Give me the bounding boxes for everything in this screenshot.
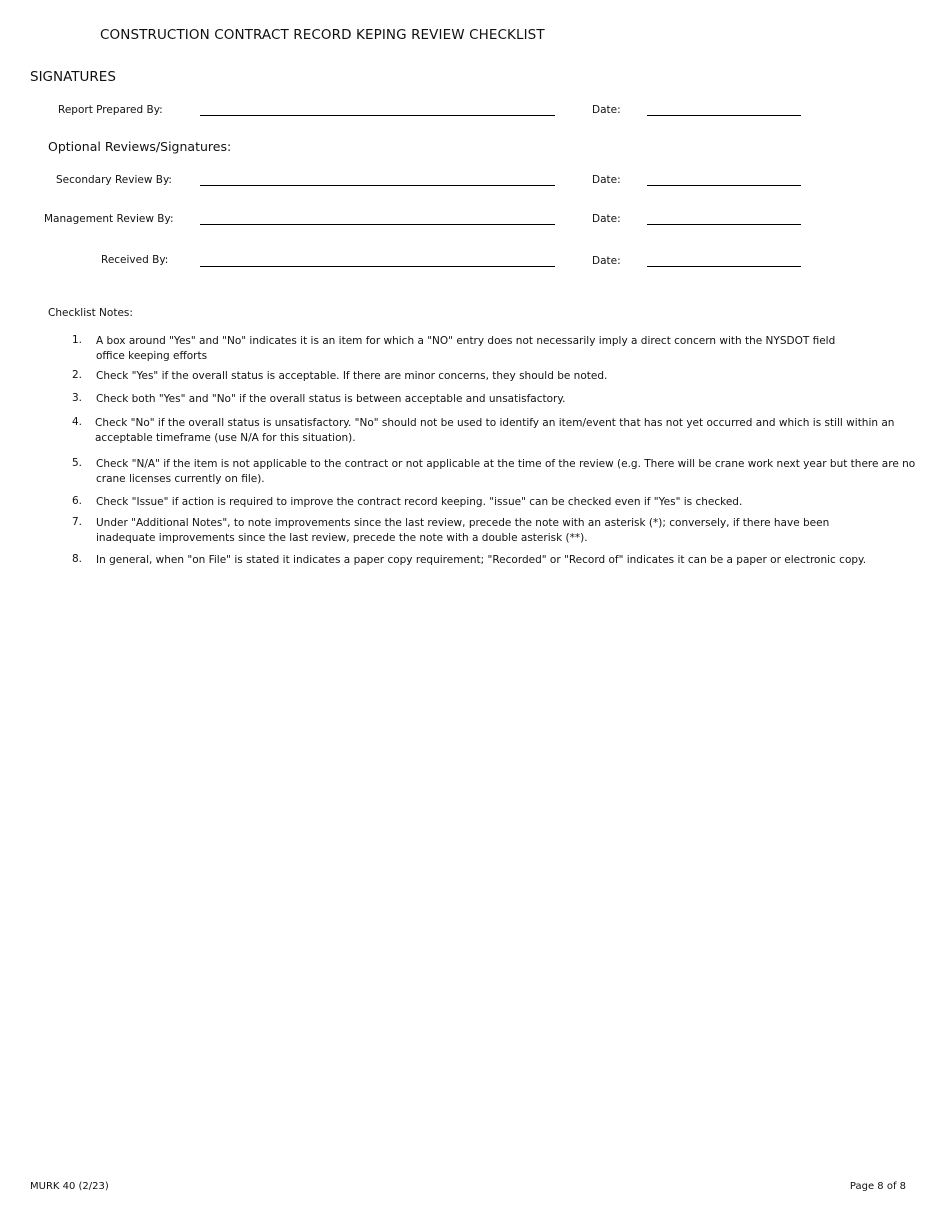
note-number: 6. [72, 495, 83, 507]
signatures-section-title: SIGNATURES [30, 69, 116, 85]
note-text: Under "Additional Notes", to note improvements since the last review, precede the note with an asterisk (*); conversely, if there have been inadequate improvements since the last review, precede the note with a double asterisk (**). [96, 517, 830, 544]
note-number: 4. [72, 416, 83, 428]
note-number: 3. [72, 392, 83, 404]
management-review-label: Management Review By: [44, 213, 174, 225]
optional-reviews-title: Optional Reviews/Signatures: [48, 139, 232, 154]
prepared-by-signature-line[interactable] [200, 115, 555, 116]
note-number: 5. [72, 457, 83, 469]
management-date-line[interactable] [647, 224, 801, 225]
prepared-date-label: Date: [592, 104, 621, 116]
received-by-label: Received By: [101, 254, 169, 266]
note-number: 1. [72, 334, 83, 346]
checklist-notes-title: Checklist Notes: [48, 307, 133, 319]
note-text: Check "Issue" if action is required to improve the contract record keeping. "issue" can be checked even if "Yes" is checked. [96, 496, 743, 508]
page-number: Page 8 of 8 [849, 1181, 906, 1192]
document-title: CONSTRUCTION CONTRACT RECORD KEPING REVIEW CHECKLIST [100, 27, 545, 43]
secondary-review-signature-line[interactable] [200, 185, 555, 186]
note-text: Check "No" if the overall status is unsatisfactory. "No" should not be used to identify an item/event that has not yet occurred and which is still within an acceptable timeframe (use N/A for this situation). [95, 417, 895, 444]
secondary-date-label: Date: [592, 174, 621, 186]
note-number: 8. [72, 553, 83, 565]
form-id: MURK 40 (2/23) [30, 1181, 109, 1192]
received-date-line[interactable] [647, 266, 801, 267]
note-text: Check both "Yes" and "No" if the overall status is between acceptable and unsatisfactory. [96, 393, 566, 405]
note-text: Check "Yes" if the overall status is acceptable. If there are minor concerns, they should be noted. [96, 370, 608, 382]
note-text: Check "N/A" if the item is not applicable to the contract or not applicable at the time of the review (e.g. There will be crane work next year but there are no crane licenses currently on file). [96, 458, 916, 485]
prepared-by-label: Report Prepared By: [58, 104, 163, 116]
received-by-signature-line[interactable] [200, 266, 555, 267]
note-text: A box around "Yes" and "No" indicates it is an item for which a "NO" entry does not necessarily imply a direct concern with the NYSDOT field office keeping efforts [96, 335, 836, 362]
management-date-label: Date: [592, 213, 621, 225]
prepared-date-line[interactable] [647, 115, 801, 116]
secondary-date-line[interactable] [647, 185, 801, 186]
note-text: In general, when "on File" is stated it indicates a paper copy requirement; "Recorded" or "Record of" indicates it can be a paper or electronic copy. [96, 554, 867, 566]
secondary-review-label: Secondary Review By: [56, 174, 172, 186]
management-review-signature-line[interactable] [200, 224, 555, 225]
note-number: 2. [72, 369, 83, 381]
note-number: 7. [72, 516, 83, 528]
received-date-label: Date: [592, 255, 621, 267]
